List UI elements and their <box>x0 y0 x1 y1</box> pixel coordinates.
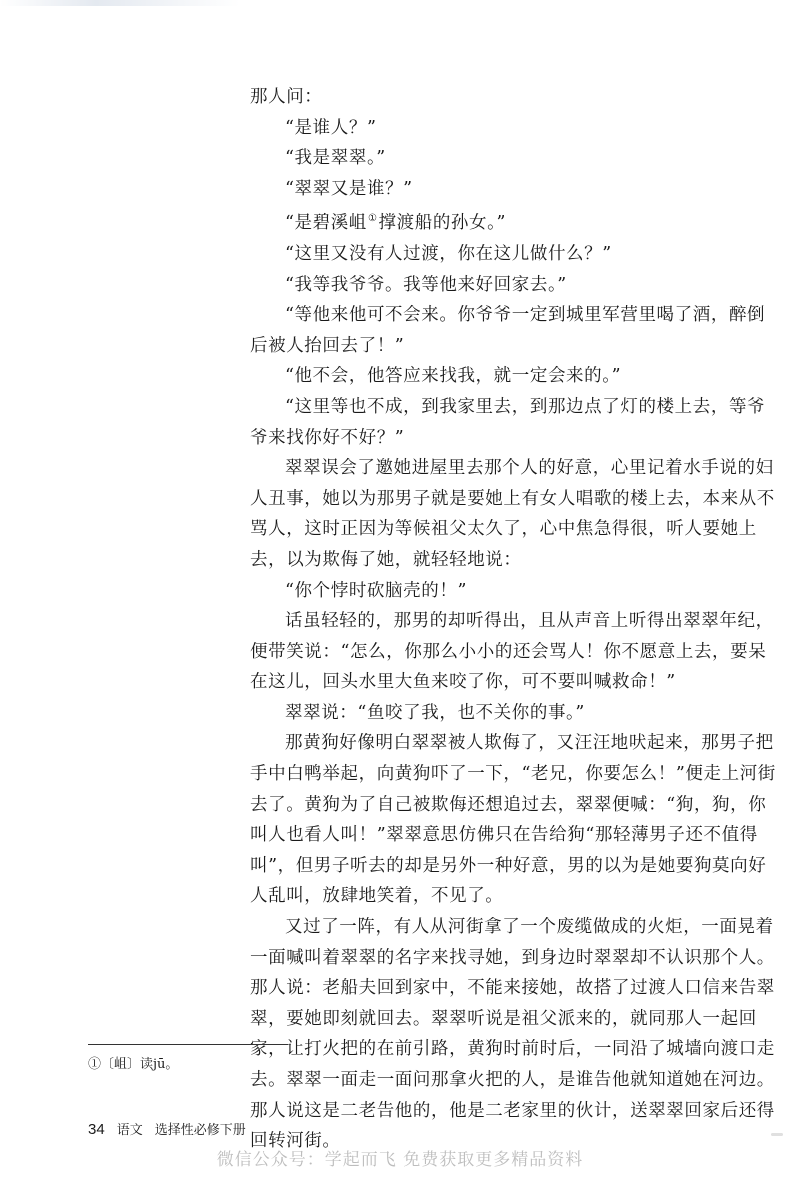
page-number: 34 <box>88 1121 105 1138</box>
paragraph: “我是翠翠。” <box>285 148 386 169</box>
subject-label: 语文 <box>116 1123 143 1138</box>
paragraph: 话虽轻轻的，那男的却听得出，且从声音上听得出翠翠年纪，便带笑说：“怎么，你那么小小的还会骂人！你不愿意上去，要呆在这儿，回头水里大鱼来咬了你，可不要叫喊救命！” <box>250 611 774 693</box>
paragraph: 翠翠误会了邀她进屋里去那个人的好意，心里记着水手说的妇人丑事，她以为那男子就是要她上有女人唱歌的楼上去，本来从不骂人，这时正因为等候祖父太久了，心中焦急得很，听人要她上去，以为欺侮了她，就轻轻地说： <box>250 458 775 570</box>
body-text <box>250 82 780 1157</box>
watermark: 微信公众号：学起而飞 免费获取更多精品资料 <box>216 1150 584 1170</box>
paragraph: “我等我爷爷。我等他来好回家去。” <box>285 274 567 295</box>
paragraph-text: 撑渡船的孙女。” <box>378 213 507 234</box>
paragraph: “是谁人？” <box>285 117 377 138</box>
paragraph: “这里又没有人过渡，你在这儿做什么？” <box>285 243 612 264</box>
paragraph: 那人问： <box>250 87 323 107</box>
footnote-marker: ① <box>367 213 378 225</box>
paragraph: “他不会，他答应来找我，就一定会来的。” <box>285 366 622 387</box>
book-title: 选择性必修下册 <box>154 1123 246 1138</box>
paragraph: 翠翠说：“鱼咬了我，也不关你的事。” <box>285 702 585 723</box>
paragraph-text: “是碧溪岨 <box>285 213 367 234</box>
paragraph: 又过了一阵，有人从河街拿了一个废缆做成的火炬，一面晃着一面喊叫着翠翠的名字来找寻她，到身边时翠翠却不认识那个人。那人说：老船夫回到家中，不能来接她，故搭了过渡人口信来告翠翠，要她即刻就回去。翠翠听说是祖父派来的，就同那人一起回家，让打火把的在前引路，黄狗时前时后，一同沿了城墙向渡口走去。翠翠一面走一面问那拿火把的人，是谁告他就知道她在河边。那人说这是二老告他的，他是二老家里的伙计，送翠翠回家后还得回转河街。 <box>250 917 775 1152</box>
corner-mark <box>771 1133 783 1136</box>
footnote-divider <box>88 1044 288 1045</box>
paragraph: “你个悖时砍脑壳的！” <box>285 580 467 601</box>
page-footer <box>88 1121 246 1140</box>
paragraph: “这里等也不成，到我家里去，到那边点了灯的楼上去，等爷爷来找你好不好？” <box>250 396 766 448</box>
paragraph: “等他来他可不会来。你爷爷一定到城里军营里喝了酒，醉倒后被人抬回去了！” <box>250 305 766 356</box>
paragraph <box>250 204 780 239</box>
top-edge-band <box>0 0 800 6</box>
paragraph: “翠翠又是谁？” <box>285 178 413 199</box>
footnote: ①〔岨〕读jū。 <box>88 1057 179 1072</box>
paragraph: 那黄狗好像明白翠翠被人欺侮了，又汪汪地吠起来，那男子把手中白鸭举起，向黄狗吓了一下，“老兄，你要怎么！”便走上河街去了。黄狗为了自己被欺侮还想追过去，翠翠便喊：“狗，狗，你叫人也看人叫！”翠翠意思仿佛只在告给狗“那轻薄男子还不值得叫”，但男子听去的却是另外一种好意，男的以为是她要狗莫向好人乱叫，放肆地笑着，不见了。 <box>250 733 776 907</box>
